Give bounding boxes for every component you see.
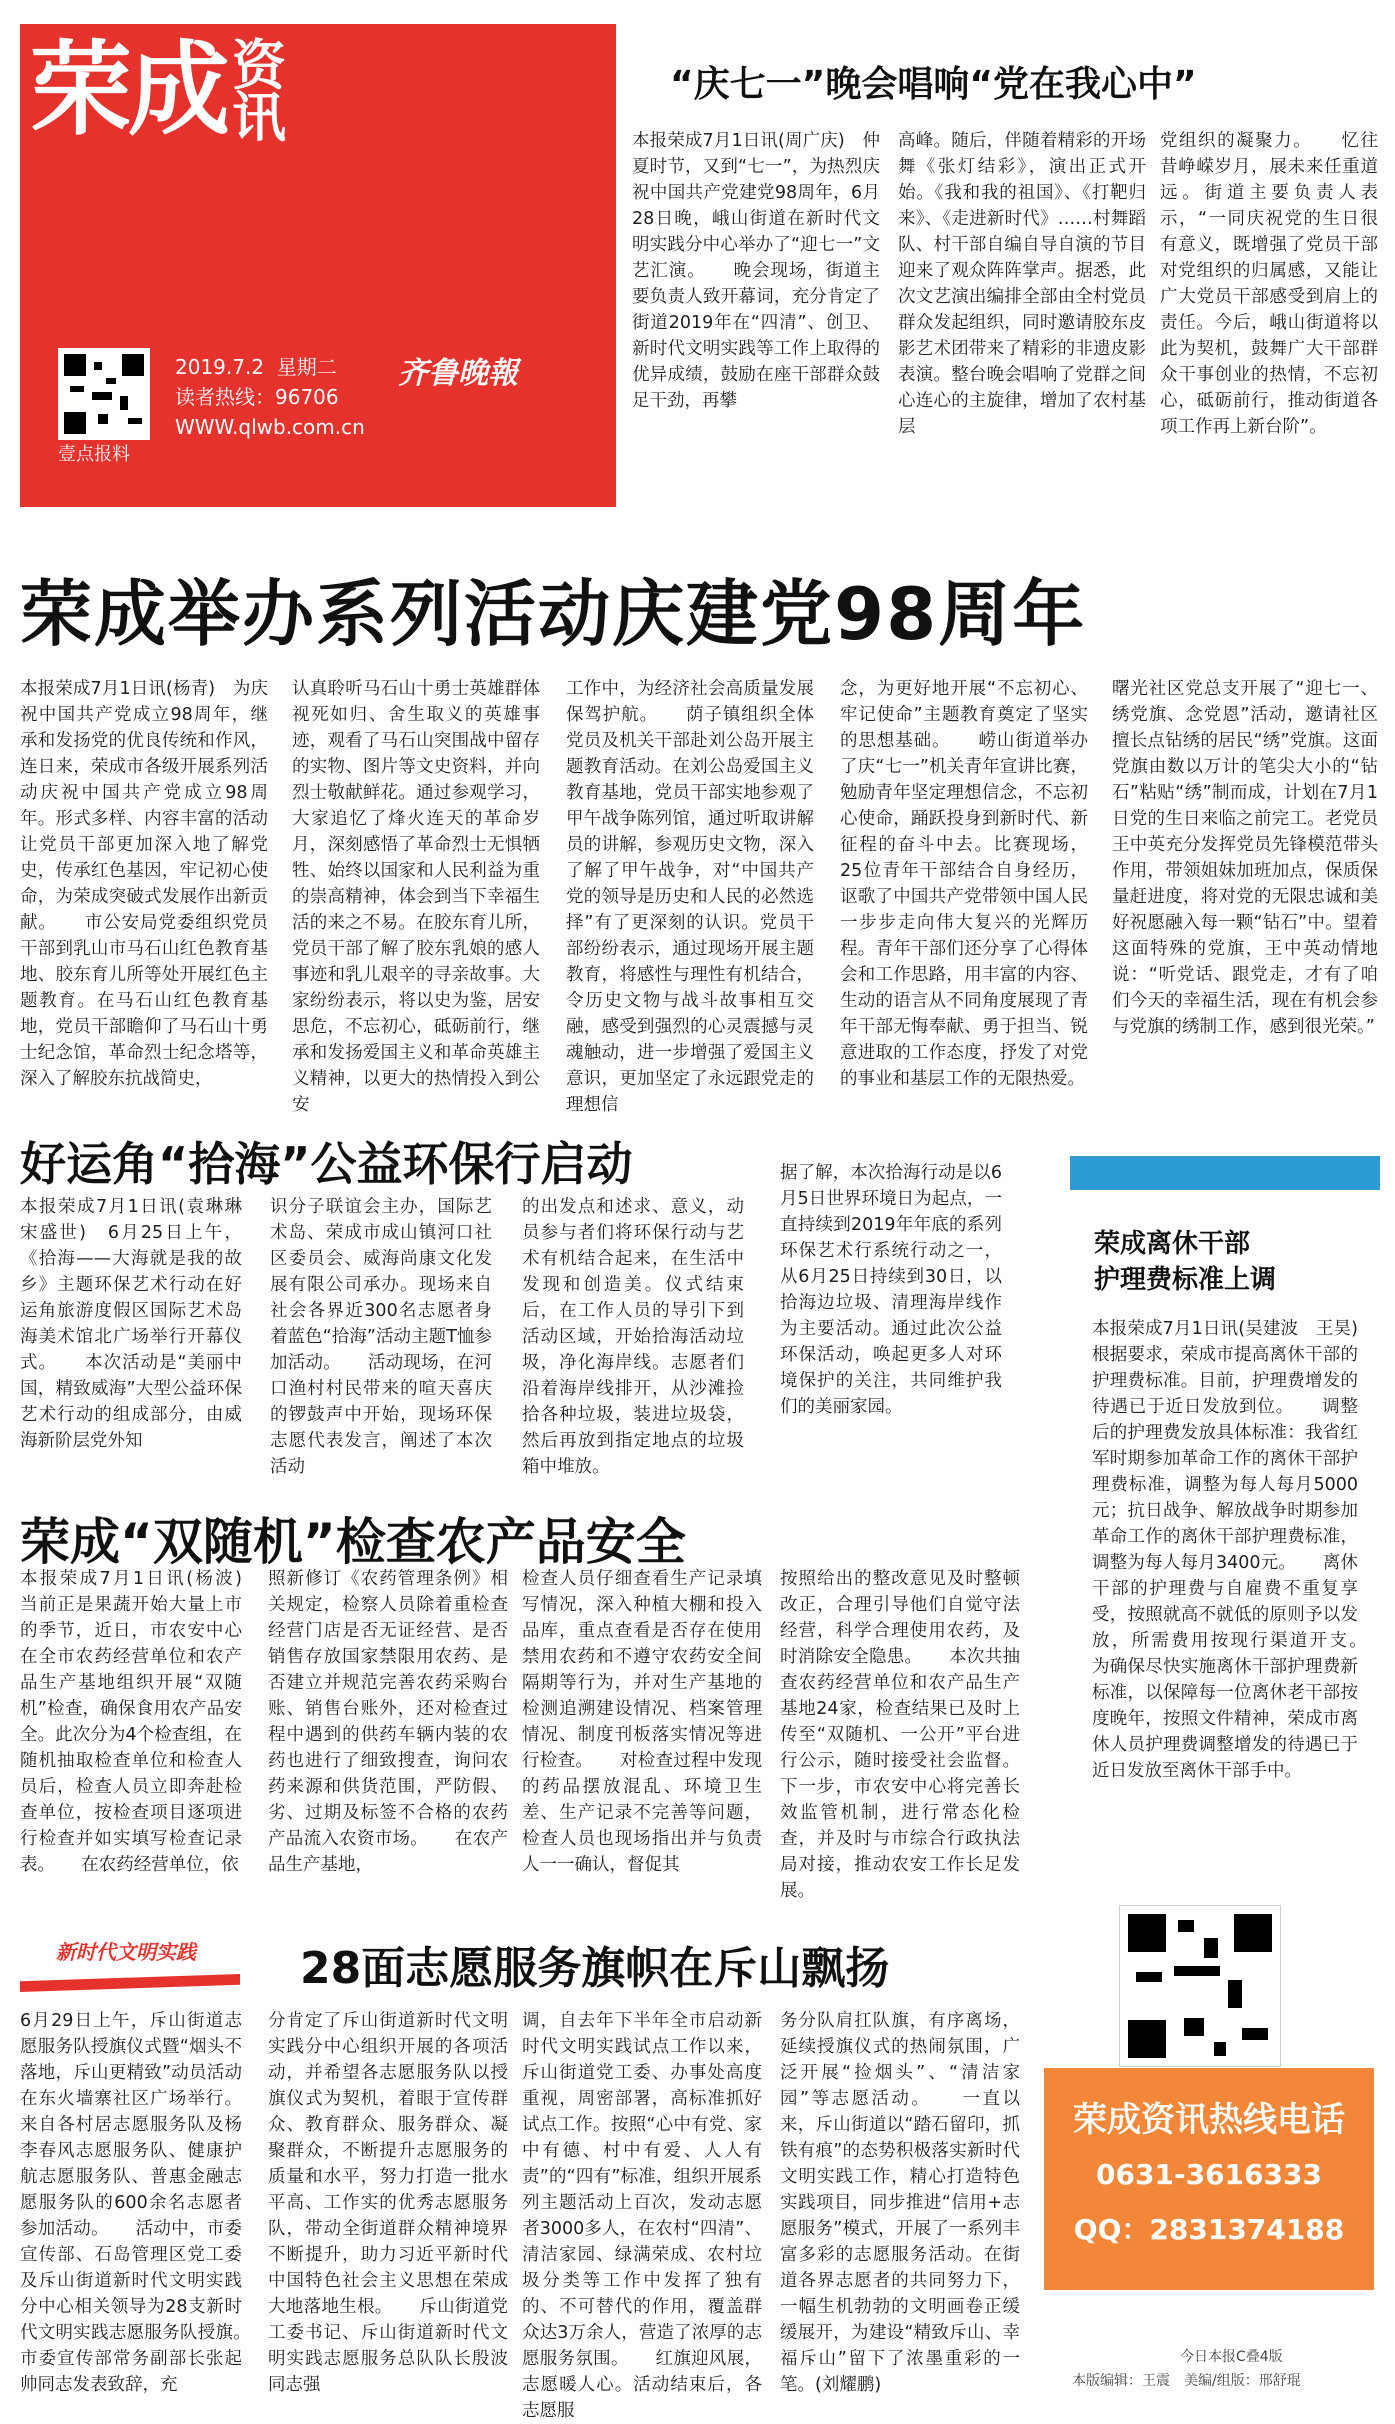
hotline-title: 荣成资讯热线电话	[1073, 2100, 1345, 2140]
article3-col2: 识分子联谊会主办，国际艺术岛、荣成市成山镇河口社区委员会、威海尚康文化发展有限公司承办。现场来自社会各界近300名志愿者身着蓝色“拾海”活动主题T恤参加活动。 活动现场，在河口渔村村民带来的喧天喜庆的锣鼓声中开始，现场环保志愿代表发言，阐述了本次活动	[270, 1197, 492, 1477]
article2-col4: 念，为更好地开展“不忘初心、牢记使命”主题教育奠定了坚实的思想基础。 崂山街道举办了庆“七一”机关青年宣讲比赛，勉励青年坚定理想信念，不忘初心使命，踊跃投身到新时代、新征程的奋斗中去。比赛现场，25位青年干部结合自身经历，讴歌了中国共产党带领中国人民一步步走向伟大复兴的光辉历程。青年干部们还分享了心得体会和工作思路，用丰富的内容、生动的语言从不同角度展现了青年干部无悔奉献、勇于担当、锐意进取的工作态度，抒发了对党的事业和基层工作的无限热爱。	[840, 679, 1088, 1089]
side1-body: 本报荣成7月1日讯(吴建波 王昊) 根据要求，荣成市提高离休干部的护理费标准。目前，护理费增发的待遇已于近日发放到位。 调整后的护理费发放具体标准：我省红军时期参加革命工作的离休干部护理费标准，调整为每人每月5000元；抗日战争、解放战争时期参加革命工作的离休干部护理费标准，调整为每人每月3400元。 离休干部的护理费与自雇费不重复享受，按照就高不就低的原则予以发放，所需费用按现行渠道开支。 为确保尽快实施离休干部护理费新标准，以保障每一位离休老干部按度晚年，按照文件精神，荣成市离休人员护理费调整增发的待遇已于近日发放至离休干部手中。	[1092, 1319, 1393, 1781]
article5-col4: 务分队肩扛队旗，有序离场，延续授旗仪式的热闹氛围，广泛开展“捡烟头”、“清洁家园”等志愿活动。 一直以来，斥山街道以“踏石留印，抓铁有痕”的态势积极落实新时代文明实践工作，精心打造特色实践项目，同步推进“信用+志愿服务”模式，开展了一系列丰富多彩的志愿服务活动。在街道各界志愿者的共同努力下，一幅生机勃勃的文明画卷正缓缓展开，为建设“精致斥山、幸福斥山”留下了浓墨重彩的一笔。(刘耀鹏)	[780, 2011, 1020, 2395]
practice-label-bar	[20, 1974, 240, 1992]
footer-editors: 本版编辑：王震 美编/组版：邢舒琨	[1072, 2373, 1301, 2389]
article2-col3: 工作中，为经济社会高质量发展保驾护航。 荫子镇组织全体党员及机关干部赴刘公岛开展主题教育活动。在刘公岛爱国主义教育基地，党员干部实地参观了甲午战争陈列馆，通过听取讲解员的讲解，参观历史文物，深入了解了甲午战争，对“中国共产党的领导是历史和人民的必然选择”有了更深刻的认识。党员干部纷纷表示，通过现场开展主题教育，将感性与理性有机结合，令历史文物与战斗故事相互交融，感受到强烈的心灵震撼与灵魂触动，进一步增强了爱国主义意识，更加坚定了永远跟党走的理想信	[566, 679, 814, 1115]
logo-sub2: 讯	[232, 85, 286, 149]
side1-title-line1: 荣成离休干部	[1094, 1229, 1251, 1259]
article4-title: 荣成“双随机”检查农产品安全	[20, 1513, 686, 1571]
article3-col1: 本报荣成7月1日讯(袁琳琳 宋盛世) 6月25日上午，《拾海——大海就是我的故乡》主题环保艺术行动在好运角旅游度假区国际艺术岛海美术馆北广场举行开幕仪式。 本次活动是“美丽中国，精致威海”大型公益环保艺术行动的组成部分，由威海新阶层党外知	[20, 1197, 260, 1451]
hotline-qq[interactable]: QQ：2831374188	[1073, 2213, 1345, 2246]
masthead-info	[175, 352, 365, 442]
article3-title: 好运角“拾海”公益环保行启动	[20, 1137, 633, 1191]
article5-col1: 6月29日上午，斥山街道志愿服务队授旗仪式暨“烟头不落地，斥山更精致”动员活动在东火墙寨社区广场举行。来自各村居志愿服务队及杨李春风志愿服务队、健康护航志愿服务队、普惠金融志愿服务队的600余名志愿者参加活动。 活动中，市委宣传部、石岛管理区党工委及斥山街道新时代文明实践分中心相关领导为28支新时代文明实践志愿服务队授旗。 市委宣传部常务副部长张起帅同志发表致辞，充	[20, 2011, 277, 2395]
article4-col4: 按照给出的整改意见及时整顿改正，合理引导他们自觉守法经营，科学合理使用农药，及时消除安全隐患。 本次共抽查农药经营单位和农产品生产基地24家，检查结果已及时上传至“双随机、一公开”平台进行公示，随时接受社会监督。下一步，市农安中心将完善长效监管机制，进行常态化检查，并及时与市综合行政执法局对接，推动农安工作长足发展。	[780, 1569, 1020, 1901]
side1-title-line2: 护理费标准上调	[1094, 1265, 1277, 1295]
practice-label: 新时代文明实践	[56, 1940, 196, 1964]
logo-sub1: 资	[232, 34, 286, 97]
side1-title	[1094, 1226, 1276, 1298]
article5-title: 28面志愿服务旗帜在斥山飘扬	[300, 1943, 890, 1994]
article5-col2: 分肯定了斥山街道新时代文明实践分中心组织开展的各项活动，并希望各志愿服务队以授旗仪式为契机，着眼于宣传群众、教育群众、服务群众、凝聚群众，不断提升志愿服务的质量和水平，努力打造一批水平高、工作实的优秀志愿服务队，带动全街道群众精神境界不断提升，助力习近平新时代中国特色社会主义思想在荣成大地落地生根。 斥山街道党工委书记、斥山街道新时代文明实践志愿服务总队队长殷波同志强	[268, 2011, 508, 2395]
article4-col2: 照新修订《农药管理条例》相关规定，检察人员除着重检查经营门店是否无证经营、是否销售存放国家禁限用农药、是否建立并规范完善农药采购台账、销售台账外，还对检查过程中遇到的供药车辆内装的农药也进行了细致搜查，询问农药来源和供货范围，严防假、劣、过期及标签不合格的农药产品流入农资市场。 在农产品生产基地，	[268, 1569, 508, 1875]
promo-qr-icon[interactable]	[1120, 1906, 1280, 2066]
article4-col3: 检查人员仔细查看生产记录填写情况，深入种植大棚和投入品库，重点查看是否存在使用禁用农药和不遵守农药安全间隔期等行为，并对生产基地的检测追溯建设情况、档案管理情况、制度刊板落实情况等进行检查。 对检查过程中发现的药品摆放混乱、环境卫生差、生产记录不完善等问题，检查人员也现场指出并与负责人一一确认，督促其	[522, 1569, 762, 1875]
logo-main: 荣成	[30, 31, 226, 150]
article3-col3: 的出发点和述求、意义，动员参与者们将环保行动与艺术有机结合起来，在生活中发现和创造美。仪式结束后，在工作人员的导引下到活动区域，开始拾海活动垃圾，净化海岸线。志愿者们沿着海岸线排开，从沙滩捡拾各种垃圾，装进垃圾袋，然后再放到指定地点的垃圾箱中堆放。	[522, 1197, 744, 1477]
article1-col1: 本报荣成7月1日讯(周广庆) 仲夏时节，又到“七一”，为热烈庆祝中国共产党建党98周年，6月28日晚，峨山街道在新时代文明实践分中心举办了“迎七一”文艺汇演。 晚会现场，街道主要负责人致开幕词，充分肯定了街道2019年在“四清”、创卫、新时代文明实践等工作上取得的优异成绩，鼓励在座干部群众鼓足干劲，再攀	[632, 131, 880, 411]
qr-caption: 壹点报料	[58, 444, 130, 465]
website-link[interactable]: WWW.qlwb.com.cn	[175, 415, 365, 439]
hotline-phone[interactable]: 0631-3616333	[1096, 2158, 1322, 2191]
masthead-logo	[30, 31, 286, 150]
article1-title: “庆七一”晚会唱响“党在我心中”	[670, 64, 1197, 105]
article1-col3: 党组织的凝聚力。 忆往昔峥嵘岁月，展未来任重道远。街道主要负责人表示，“一同庆祝党的生日很有意义，既增强了党员干部对党组织的归属感，又能让广大党员干部感受到肩上的责任。今后，峨山街道将以此为契机，鼓舞广大干部群众干事创业的热情，不忘初心，砥砺前行，推动街道各项工作再上新台阶”。	[1160, 131, 1378, 437]
article1-col2: 高峰。随后，伴随着精彩的开场舞《张灯结彩》，演出正式开始。《我和我的祖国》、《打靶归来》、《走进新时代》……村舞蹈队、村干部自编自导自演的节目迎来了观众阵阵掌声。据悉，此次文艺演出编排全部由全村党员群众发起组织，同时邀请胶东皮影艺术团带来了精彩的非遗皮影表演。整台晚会唱响了党群之间心连心的主旋律，增加了农村基层	[898, 131, 1146, 437]
issue-weekday: 星期二	[276, 355, 337, 379]
article2-col2: 认真聆听马石山十勇士英雄群体视死如归、舍生取义的英雄事迹，观看了马石山突围战中留存的实物、图片等文史资料，并向烈士敬献鲜花。通过参观学习，大家追忆了烽火连天的革命岁月，深刻感悟了革命烈士无惧牺牲、始终以国家和人民利益为重的崇高精神，体会到当下幸福生活的来之不易。在胶东育儿所，党员干部了解了胶东乳娘的感人事迹和乳儿艰辛的寻亲故事。大家纷纷表示，将以史为鉴，居安思危，不忘初心，砥砺前行，继承和发扬爱国主义和革命英雄主义精神，以更大的热情投入到公安	[292, 679, 540, 1115]
article2-col1: 本报荣成7月1日讯(杨青) 为庆祝中国共产党成立98周年，继承和发扬党的优良传统和作风，连日来，荣成市各级开展系列活动庆祝中国共产党成立98周年。形式多样、内容丰富的活动让党员干部更加深入地了解党史，传承红色基因，牢记初心使命，为荣成突破式发展作出新贡献。 市公安局党委组织党员干部到乳山市马石山红色教育基地、胶东育儿所等处开展红色主题教育。在马石山红色教育基地，党员干部瞻仰了马石山十勇士纪念馆，革命烈士纪念塔等，深入了解胶东抗战简史，	[20, 679, 268, 1089]
issue-date: 2019.7.2	[175, 355, 265, 379]
article2-title: 荣成举办系列活动庆建党98周年	[20, 572, 1087, 656]
article4-col1: 本报荣成7月1日讯(杨波) 当前正是果蔬开始大量上市的季节，近日，市农安中心在全市农药经营单位和农产品生产基地组织开展“双随机”检查，确保食用农产品安全。此次分为4个检查组，在随机抽取检查单位和检查人员后，检查人员立即奔赴检查单位，按检查项目逐项进行检查并如实填写检查记录表。 在农药经营单位，依	[20, 1569, 260, 1875]
brand-logo: 齐鲁晚報	[398, 356, 518, 391]
footer-edition: 今日本报C叠4版	[1180, 2349, 1283, 2365]
sidebar-accent-bar	[1070, 1156, 1380, 1190]
article5-col3: 调，自去年下半年全市启动新时代文明实践试点工作以来，斥山街道党工委、办事处高度重视，周密部署，高标准抓好试点工作。按照“心中有党、家中有德、村中有爱、人人有责”的“四有”标准，组织开展系列主题活动上百次，发动志愿者3000多人，在农村“四清”、清洁家园、绿满荣成、农村垃圾分类等工作中发挥了独有的、不可替代的作用，覆盖群众达3万余人，营造了浓厚的志愿服务氛围。 红旗迎风展，志愿暖人心。活动结束后，各志愿服	[522, 2011, 762, 2421]
article3-col4: 据了解，本次拾海行动是以6月5日世界环境日为起点，一直持续到2019年年底的系列环保艺术行系统行动之一，从6月25日持续到30日，以拾海边垃圾、清理海岸线作为主要活动。通过此次公益环保活动，唤起更多人对环境保护的关注，共同维护我们的美丽家园。	[780, 1163, 1002, 1417]
reader-hotline: 读者热线：96706	[175, 385, 339, 409]
masthead-qr-icon[interactable]	[58, 348, 150, 440]
article2-col5: 曙光社区党总支开展了“迎七一、绣党旗、念党恩”活动，邀请社区擅长点钻绣的居民“绣”党旗。这面党旗由数以万计的笔尖大小的“钻石”粘贴“绣”制而成，计划在7月1日党的生日来临之前完工。老党员王中英充分发挥党员先锋模范带头作用，带领姐妹加班加点，保质保量赶进度，将对党的无限忠诚和美好祝愿融入每一颗“钻石”中。望着这面特殊的党旗，王中英动情地说：“听党话、跟党走，才有了咱们今天的幸福生活，现在有机会参与党旗的绣制工作，感到很光荣。”	[1112, 679, 1378, 1037]
